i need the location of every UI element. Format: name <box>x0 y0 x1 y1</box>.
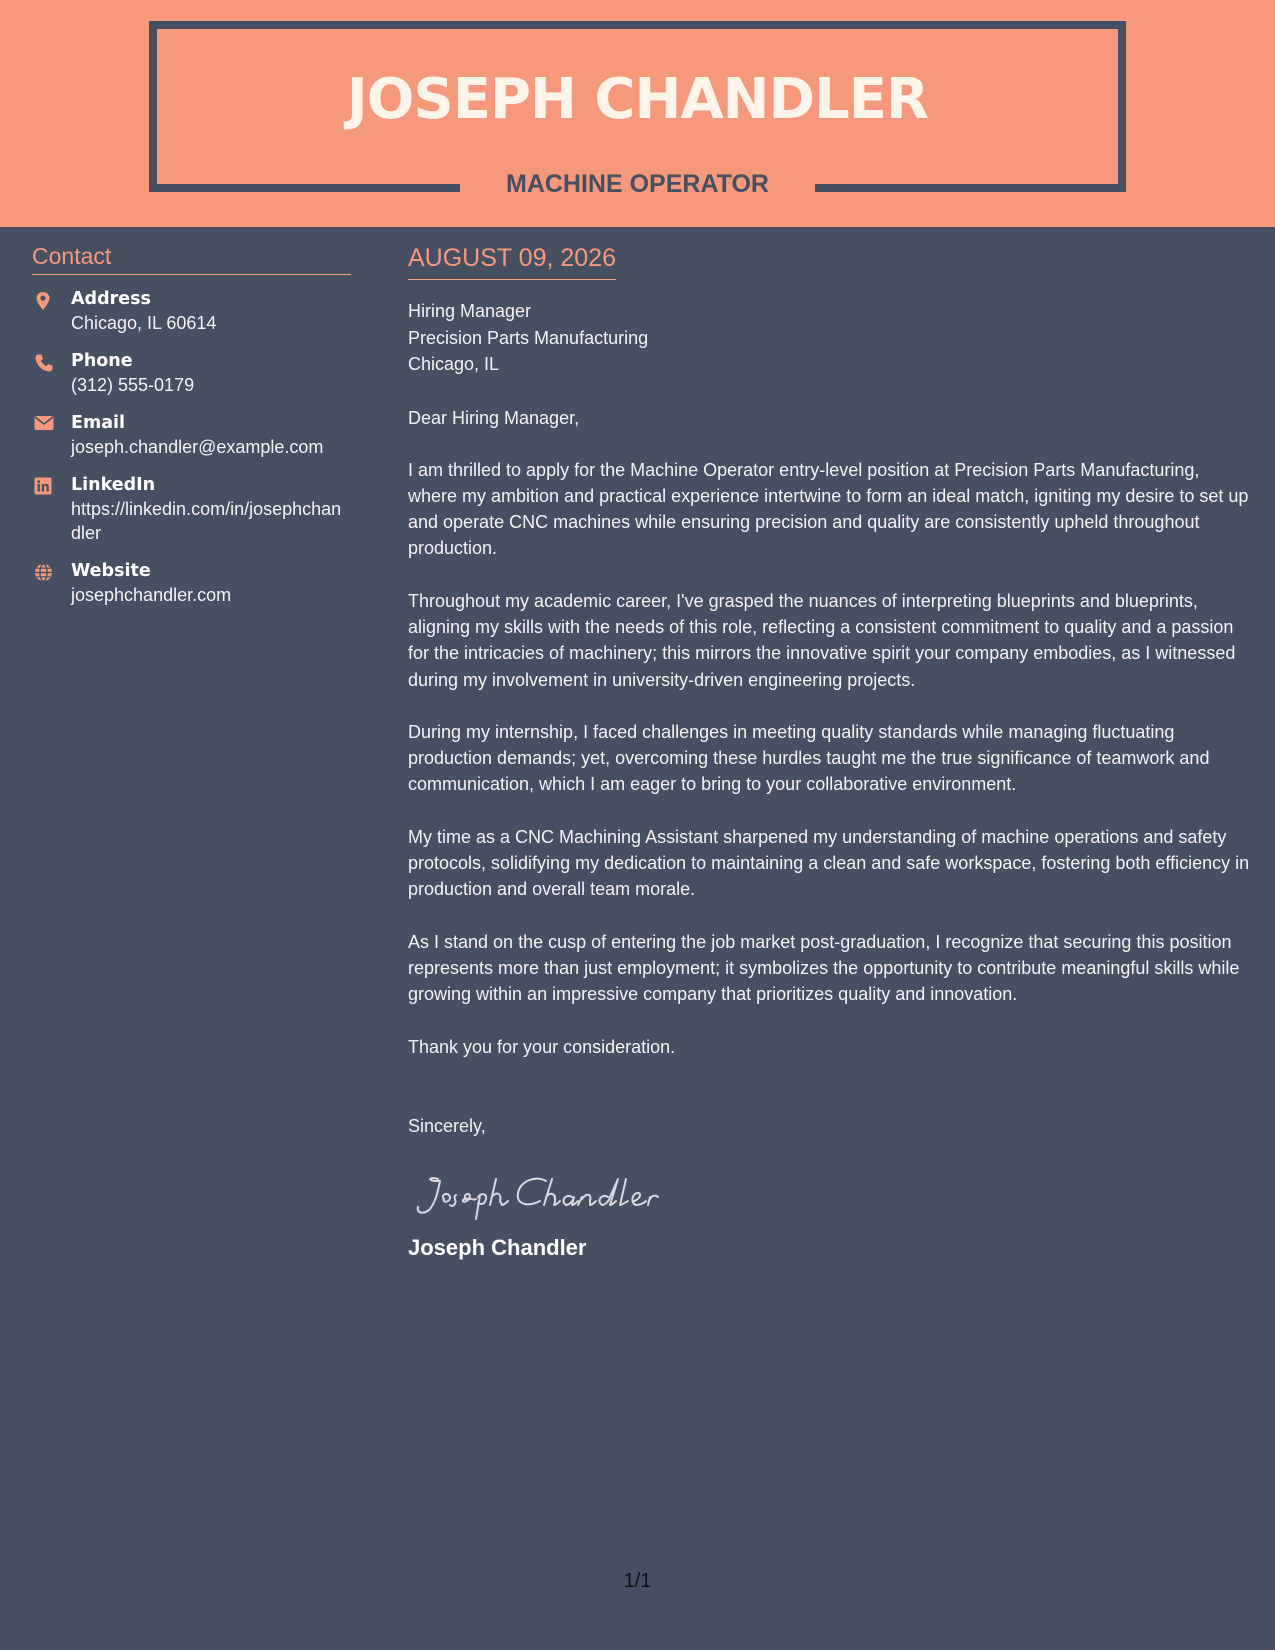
contact-item-website <box>32 559 351 607</box>
body-paragraph: My time as a CNC Machining Assistant sharpened my understanding of machine operations and safety protocols, solidifying my dedication to maintaining a clean and safe workspace, fostering both efficiency in production and overall team morale. <box>408 826 1250 900</box>
letter-date: AUGUST 09, 2026 <box>408 240 616 280</box>
contact-item-email <box>32 411 351 459</box>
location-pin-icon <box>34 291 52 309</box>
contact-value: Chicago, IL 60614 <box>71 313 217 333</box>
job-title-container <box>460 164 815 204</box>
letter-body <box>408 240 1253 1263</box>
contact-value: (312) 555-0179 <box>71 375 195 395</box>
contact-item-linkedin <box>32 473 351 545</box>
signoff: Sincerely, <box>408 1115 486 1136</box>
contact-value[interactable]: josephchandler.com <box>71 585 232 605</box>
recipient-company: Precision Parts Manufacturing <box>408 327 649 348</box>
contact-label: LinkedIn <box>71 475 156 495</box>
contact-label: Phone <box>71 351 133 371</box>
globe-icon <box>34 563 52 581</box>
contact-label: Address <box>71 289 151 309</box>
header-banner <box>0 0 1275 227</box>
linkedin-icon <box>34 477 52 495</box>
body-paragraph: I am thrilled to apply for the Machine Operator entry-level position at Precision Parts Manufacturing, where my ambition and practical experience intertwine to form an ideal match, igniting my desire to set up and operate CNC machines while ensuring precision and quality are consistently upheld throughout production. <box>408 459 1249 559</box>
recipient-name: Hiring Manager <box>408 301 532 321</box>
contact-item-phone <box>32 349 351 397</box>
contact-value[interactable]: https://linkedin.com/in/josephchandler <box>71 499 342 543</box>
contact-label: Website <box>71 561 151 581</box>
page-number: 1/1 <box>623 1570 652 1592</box>
body-paragraph: As I stand on the cusp of entering the job market post-graduation, I recognize that securing this position represents more than just employment; it symbolizes the opportunity to contribute meaningful skills while growing within an impressive company that prioritizes quality and innovation. <box>408 931 1240 1005</box>
recipient-location: Chicago, IL <box>408 354 500 374</box>
phone-icon <box>34 353 52 371</box>
email-icon <box>34 415 52 433</box>
handwritten-signature <box>408 1165 1253 1223</box>
applicant-name: JOSEPH CHANDLER <box>346 67 929 132</box>
recipient-block <box>408 298 1253 378</box>
contact-item-address <box>32 287 351 335</box>
closing-thanks: Thank you for your consideration. <box>408 1036 676 1057</box>
contact-heading: Contact <box>32 240 351 275</box>
body-paragraph: During my internship, I faced challenges in meeting quality standards while managing fluctuating production demands; yet, overcoming these hurdles taught me the true significance of teamwork and communication, which I am eager to bring to your collaborative environment. <box>408 721 1210 795</box>
contact-sidebar <box>32 240 351 621</box>
signer-name: Joseph Chandler <box>408 1234 587 1260</box>
body-paragraph: Throughout my academic career, I've grasped the nuances of interpreting blueprints and blueprints, aligning my skills with the needs of this role, reflecting a consistent commitment to quality and a passion for the intricacies of machinery; this mirrors the innovative spirit your company embodies, as I witnessed during my involvement in university-driven engineering projects. <box>408 590 1236 690</box>
contact-label: Email <box>71 413 125 433</box>
greeting: Dear Hiring Manager, <box>408 407 580 428</box>
job-title: MACHINE OPERATOR <box>506 170 769 198</box>
contact-value[interactable]: joseph.chandler@example.com <box>71 437 324 457</box>
